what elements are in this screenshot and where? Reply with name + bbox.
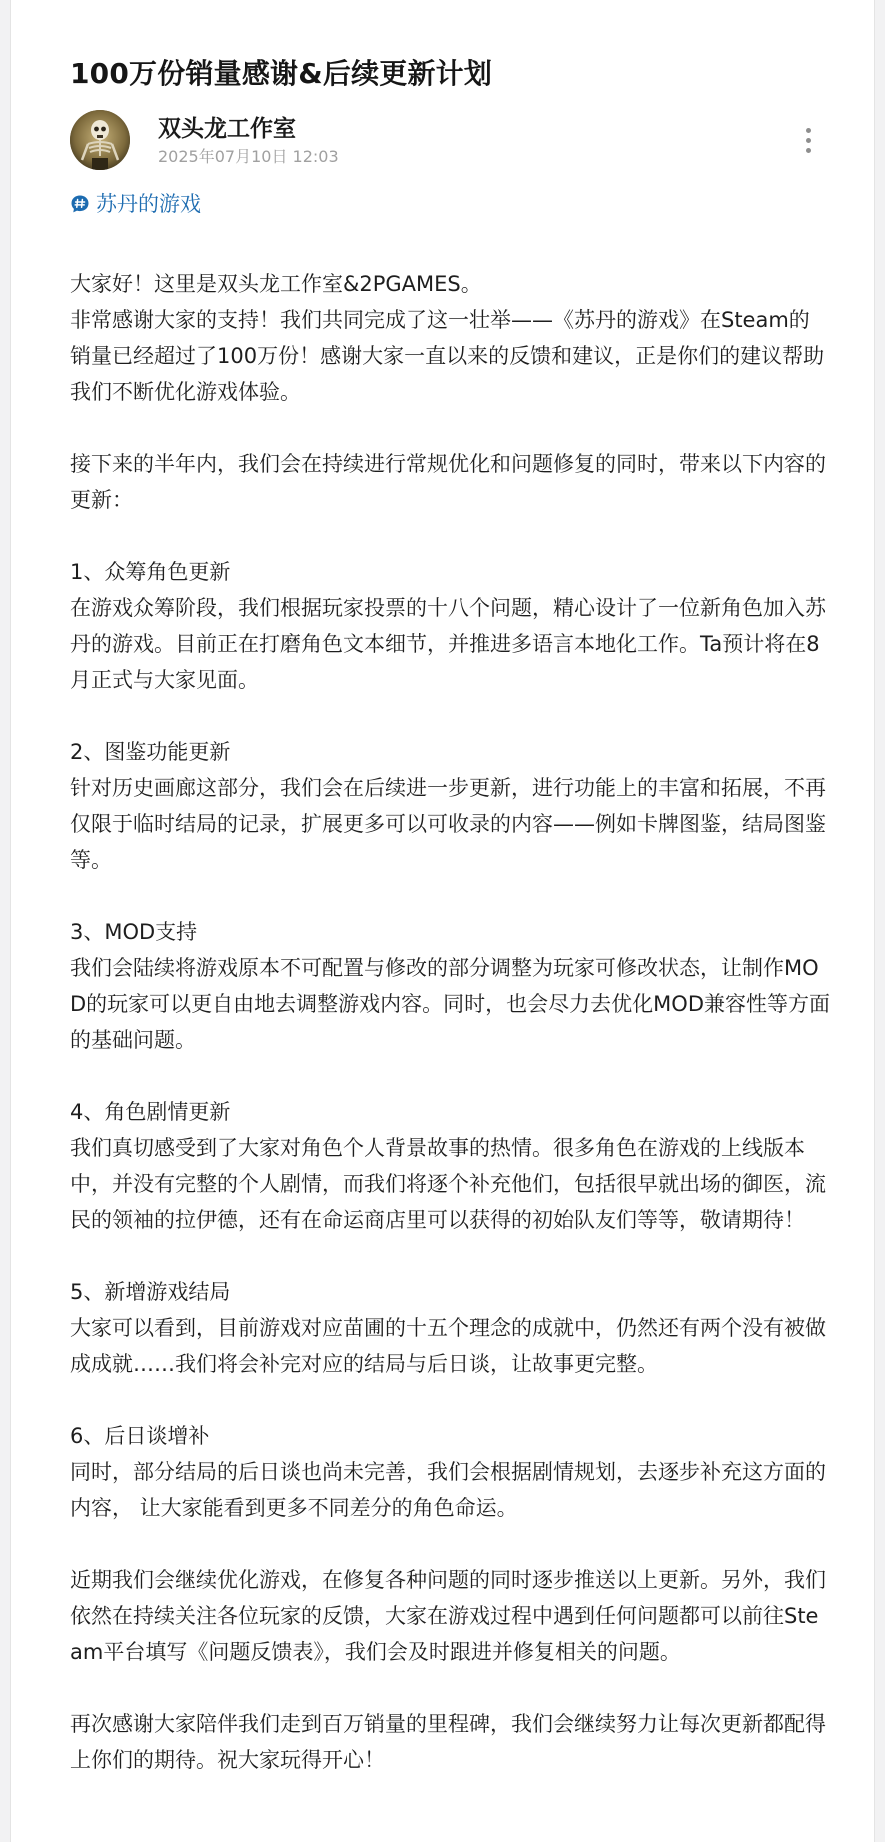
section-heading: 1、众筹角色更新: [70, 560, 231, 584]
more-vertical-icon-dot: [806, 148, 811, 153]
more-vertical-icon-dot: [806, 138, 811, 143]
greeting-paragraph: 大家好！这里是双头龙工作室&2PGAMES。: [70, 272, 482, 296]
section-heading: 2、图鉴功能更新: [70, 740, 231, 764]
post-timestamp: 2025年07月10日 12:03: [158, 147, 339, 166]
author-avatar[interactable]: [70, 110, 130, 170]
closing-paragraph-2: 再次感谢大家陪伴我们走到百万销量的里程碑，我们会继续努力让每次更新都配得上你们的期待。祝大家玩得开心！: [70, 1712, 826, 1772]
post-title: 100万份销量感谢&后续更新计划: [70, 57, 493, 90]
author-name[interactable]: 双头龙工作室: [158, 116, 296, 142]
section-body: 针对历史画廊这部分，我们会在后续进一步更新，进行功能上的丰富和拓展，不再仅限于临时结局的记录，扩展更多可以可收录的内容——例如卡牌图鉴，结局图鉴等。: [70, 776, 826, 872]
topic-label: 苏丹的游戏: [96, 192, 201, 216]
section-body: 我们会陆续将游戏原本不可配置与修改的部分调整为玩家可修改状态，让制作MOD的玩家可以更自由地去调整游戏内容。同时，也会尽力去优化MOD兼容性等方面的基础问题。: [70, 956, 830, 1052]
hashtag-icon: [70, 194, 90, 214]
section-heading: 3、MOD支持: [70, 920, 198, 944]
more-options-button[interactable]: [794, 124, 824, 158]
skeleton-avatar-icon: [70, 110, 130, 170]
section-body: 在游戏众筹阶段，我们根据玩家投票的十八个问题，精心设计了一位新角色加入苏丹的游戏。目前正在打磨角色文本细节，并推进多语言本地化工作。Ta预计将在8月正式与大家见面。: [70, 596, 826, 692]
post-body: [70, 266, 830, 1778]
section-body: 同时，部分结局的后日谈也尚未完善，我们会根据剧情规划，去逐步补充这方面的内容， 让大家能看到更多不同差分的角色命运。: [70, 1460, 826, 1520]
closing-paragraph-1: 近期我们会继续优化游戏，在修复各种问题的同时逐步推送以上更新。另外，我们依然在持续关注各位玩家的反馈，大家在游戏过程中遇到任何问题都可以前往Steam平台填写《问题反馈表》，我们会及时跟进并修复相关的问题。: [70, 1568, 826, 1664]
more-vertical-icon: [806, 128, 811, 133]
intro-paragraph: 接下来的半年内，我们会在持续进行常规优化和问题修复的同时，带来以下内容的更新：: [70, 452, 826, 512]
topic-tag[interactable]: [70, 189, 201, 219]
section-heading: 6、后日谈增补: [70, 1424, 210, 1448]
section-body: 我们真切感受到了大家对角色个人背景故事的热情。很多角色在游戏的上线版本中，并没有完整的个人剧情，而我们将逐个补充他们，包括很早就出场的御医，流民的领袖的拉伊德，还有在命运商店里可以获得的初始队友们等等，敬请期待！: [70, 1136, 826, 1232]
section-heading: 5、新增游戏结局: [70, 1280, 231, 1304]
thanks-paragraph: 非常感谢大家的支持！我们共同完成了这一壮举——《苏丹的游戏》在Steam的销量已经超过了100万份！感谢大家一直以来的反馈和建议，正是你们的建议帮助我们不断优化游戏体验。: [70, 308, 825, 404]
post-card: [10, 0, 875, 1842]
section-heading: 4、角色剧情更新: [70, 1100, 231, 1124]
section-body: 大家可以看到，目前游戏对应苗圃的十五个理念的成就中，仍然还有两个没有被做成成就……我们将会补完对应的结局与后日谈，让故事更完整。: [70, 1316, 826, 1376]
